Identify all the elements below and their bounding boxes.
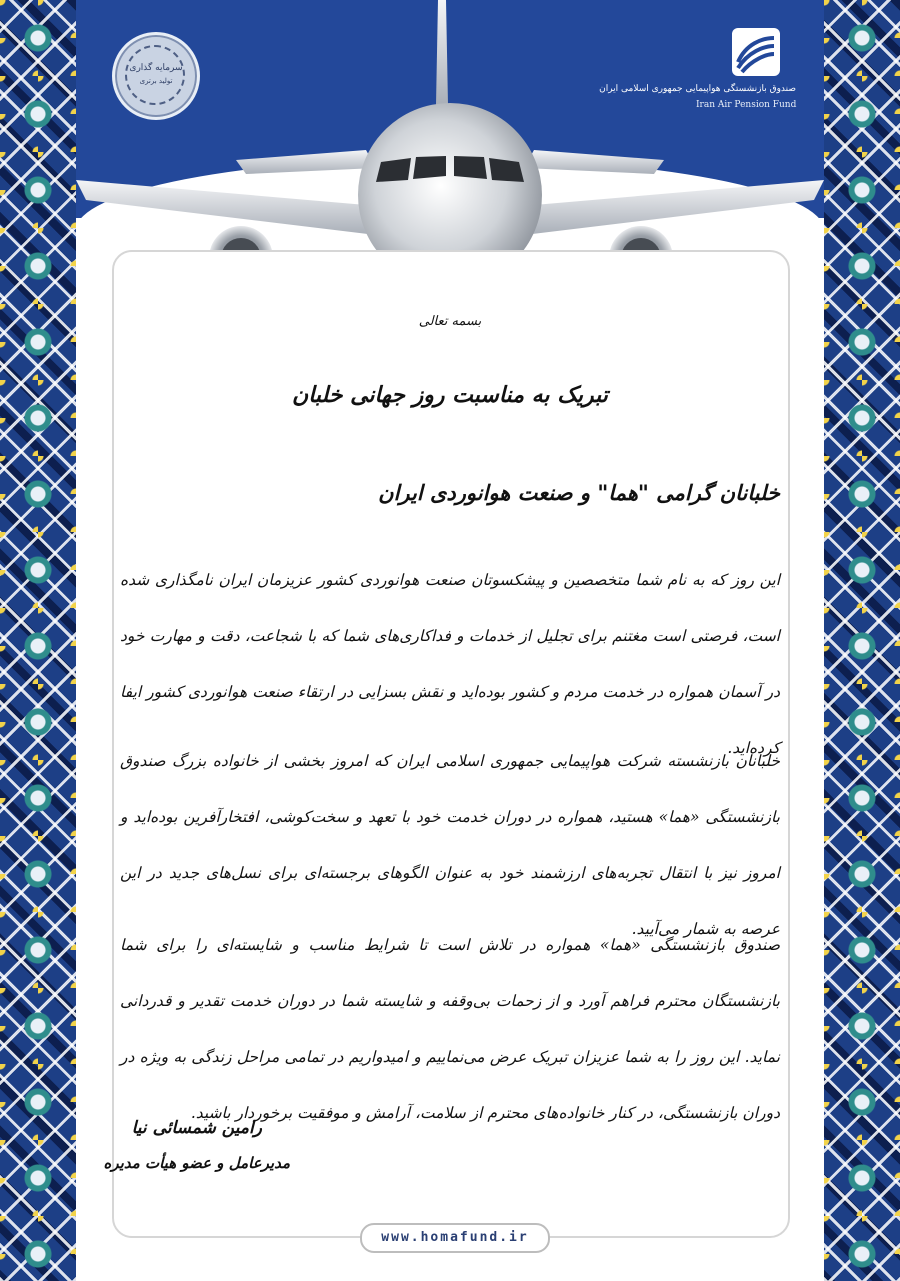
paragraph-1: این روز که به نام شما متخصصین و پیشکسوتان صنعت هوانوردی کشور عزیزمان ایران نامگذاری شده است، فرصتی است مغتنم برای تجلیل از خدمات و فداکاری‌های شما که با شجاعت، دقت و مهارت خود در آسمان همواره در خدمت مردم و کشور بوده‌اید و نقش بسزایی در ارتقاء صنعت هوانوردی کشور ایفا کرده‌اید. — [120, 571, 780, 757]
signatory-title: مدیرعامل و عضو هیأت مدیره — [103, 1154, 290, 1172]
fund-name-persian: صندوق بازنشستگی هواپیمایی جمهوری اسلامی ایران — [599, 84, 796, 94]
signatory-name: رامین شمسائی نیا — [131, 1118, 262, 1138]
fund-wing-icon — [732, 28, 780, 76]
fund-logo — [599, 28, 797, 110]
seal-text: سرمایه گذاری — [129, 63, 183, 73]
signature-block — [104, 1118, 290, 1172]
seal-ring — [125, 45, 185, 105]
website-link[interactable]: www.homafund.ir — [360, 1223, 550, 1253]
decorative-tile-border-right — [824, 0, 900, 1281]
bismillah-heading: بسمه تعالی — [418, 314, 482, 329]
decorative-tile-border-left — [0, 0, 76, 1281]
seal-logo — [112, 32, 200, 120]
letter-greeting: خلبانان گرامی "هما" و صنعت هوانوردی ایران — [378, 480, 780, 505]
fund-name-english: Iran Air Pension Fund — [696, 100, 797, 110]
paragraph-3: صندوق بازنشستگی «هما» همواره در تلاش است تا شرایط مناسب و شایسته‌ای را برای شما بازنشستگان محترم فراهم آورد و از زحمات بی‌وقفه و شایسته شما در دوران خدمت تقدیر و قدردانی نماید. این روز را به شما عزیزان تبریک عرض می‌نماییم و امیدواریم در تمامی مراحل زندگی به ویژه در دوران بازنشستگی، در کنار خانواده‌های محترم از سلامت، آرامش و موفقیت برخوردار باشید. — [120, 936, 780, 1122]
seal-subtext: تولید برتری — [139, 77, 173, 85]
paragraph-2: خلبانان بازنشسته شرکت هواپیمایی جمهوری اسلامی ایران که امروز بخشی از خانواده بزرگ صندوق بازنشستگی «هما» هستید، همواره در دوران خدمت خود با تعهد و سخت‌کوشی، افتخارآفرین بوده‌اید و امروز نیز با انتقال تجربه‌های ارزشمند خود به عنوان الگوهای برجسته‌ای برای نسل‌های جدید در این عرصه به شمار می‌آیید. — [120, 752, 780, 938]
letter-title: تبریک به مناسبت روز جهانی خلبان — [292, 382, 608, 408]
